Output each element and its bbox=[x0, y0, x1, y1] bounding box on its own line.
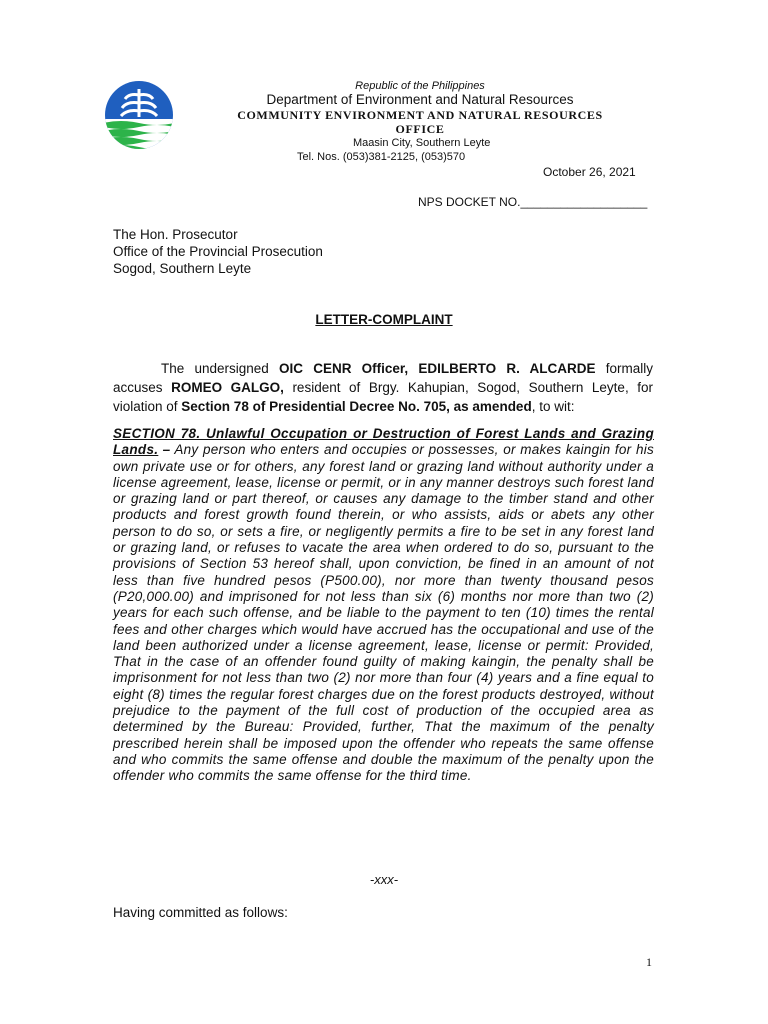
addressee-title: The Hon. Prosecutor bbox=[113, 227, 238, 242]
document-title: LETTER-COMPLAINT bbox=[315, 312, 453, 327]
section-heading: SECTION 78. Unlawful Occupation or Destruction of Forest Lands and Grazing Lands. bbox=[113, 426, 654, 458]
docket-blank: ___________________ bbox=[520, 195, 648, 209]
department-name: Department of Environment and Natural Resources bbox=[266, 92, 574, 107]
addressee-location: Sogod, Southern Leyte bbox=[113, 261, 252, 276]
accused-name: ROMEO GALGO, bbox=[171, 380, 284, 395]
docket-label: NPS DOCKET NO. bbox=[418, 195, 521, 209]
addressee-office: Office of the Provincial Prosecution bbox=[113, 244, 323, 259]
intro-text-3: resident of Brgy. Kahupian, Sogod, Southern Leyte, for violation of bbox=[113, 380, 654, 414]
quoted-law-section bbox=[113, 426, 654, 785]
complainant-officer: OIC CENR Officer, EDILBERTO R. ALCARDE bbox=[278, 361, 596, 376]
office-telephone: Tel. Nos. (053)381-2125, (053)570 bbox=[297, 151, 466, 163]
intro-paragraph bbox=[113, 359, 653, 416]
page-number: 1 bbox=[646, 955, 652, 969]
section-body: Any person who enters and occupies or possesses, or makes kaingin for his own private use or for others, any forest land or grazing land without authority under a license agreement, lease, license or permit, or in any manner destroys such forest land or grazing land or part thereof, or causes any damage to the timber stand and other products and forest growth found therein, or who assists, aids or abets any other person to do so, or sets a fire, or negligently permits a fire to be set in any forest land or grazing land, or refuses to vacate the area when ordered to do so, pursuant to the provisions of Section 53 hereof shall, upon conviction, be fined in an amount of not less than five hundred pesos (P500.00), nor more than twenty thousand pesos (P20,000.00) and imprisoned for not less than six (6) months nor more than two (2) years for each such offense, and be liable to the payment to ten (10) times the rental fees and other charges which would have accrued has the occupational and use of the land been authorized under a license agreement, lease, license or permit: Provided, That in the case of an offender found guilty of making kaingin, the penalty shall be imprisonment for not less than two (2) nor more than four (4) years and a fine equal to eight (8) times the regular forest charges due on the forest products destroyed, without prejudice to the payment of the full cost of production of the occupied area as determined by the Bureau: Provided, further, That the maximum of the penalty prescribed herein shall be imposed upon the offender who repeats the same offense and who commits the same offense and double the maximum of the penalty upon the offender who commits the same offense for the third time. bbox=[113, 442, 655, 784]
section-dash: – bbox=[158, 442, 175, 458]
letter-date: October 26, 2021 bbox=[543, 165, 636, 179]
intro-text-4: , to wit: bbox=[531, 399, 575, 414]
intro-text-1: The undersigned bbox=[161, 361, 279, 376]
office-name-line1: COMMUNITY ENVIRONMENT AND NATURAL RESOURCES bbox=[237, 108, 603, 122]
closing-line: Having committed as follows: bbox=[113, 905, 288, 920]
republic-line: Republic of the Philippines bbox=[355, 80, 485, 92]
office-city: Maasin City, Southern Leyte bbox=[353, 137, 491, 149]
violated-law: Section 78 of Presidential Decree No. 705, as amended bbox=[181, 399, 532, 414]
office-name-line2: OFFICE bbox=[395, 122, 445, 136]
docket-number-field bbox=[418, 195, 647, 209]
intro-text-2: formally accuses bbox=[113, 361, 653, 395]
section-separator: -xxx- bbox=[369, 872, 399, 887]
